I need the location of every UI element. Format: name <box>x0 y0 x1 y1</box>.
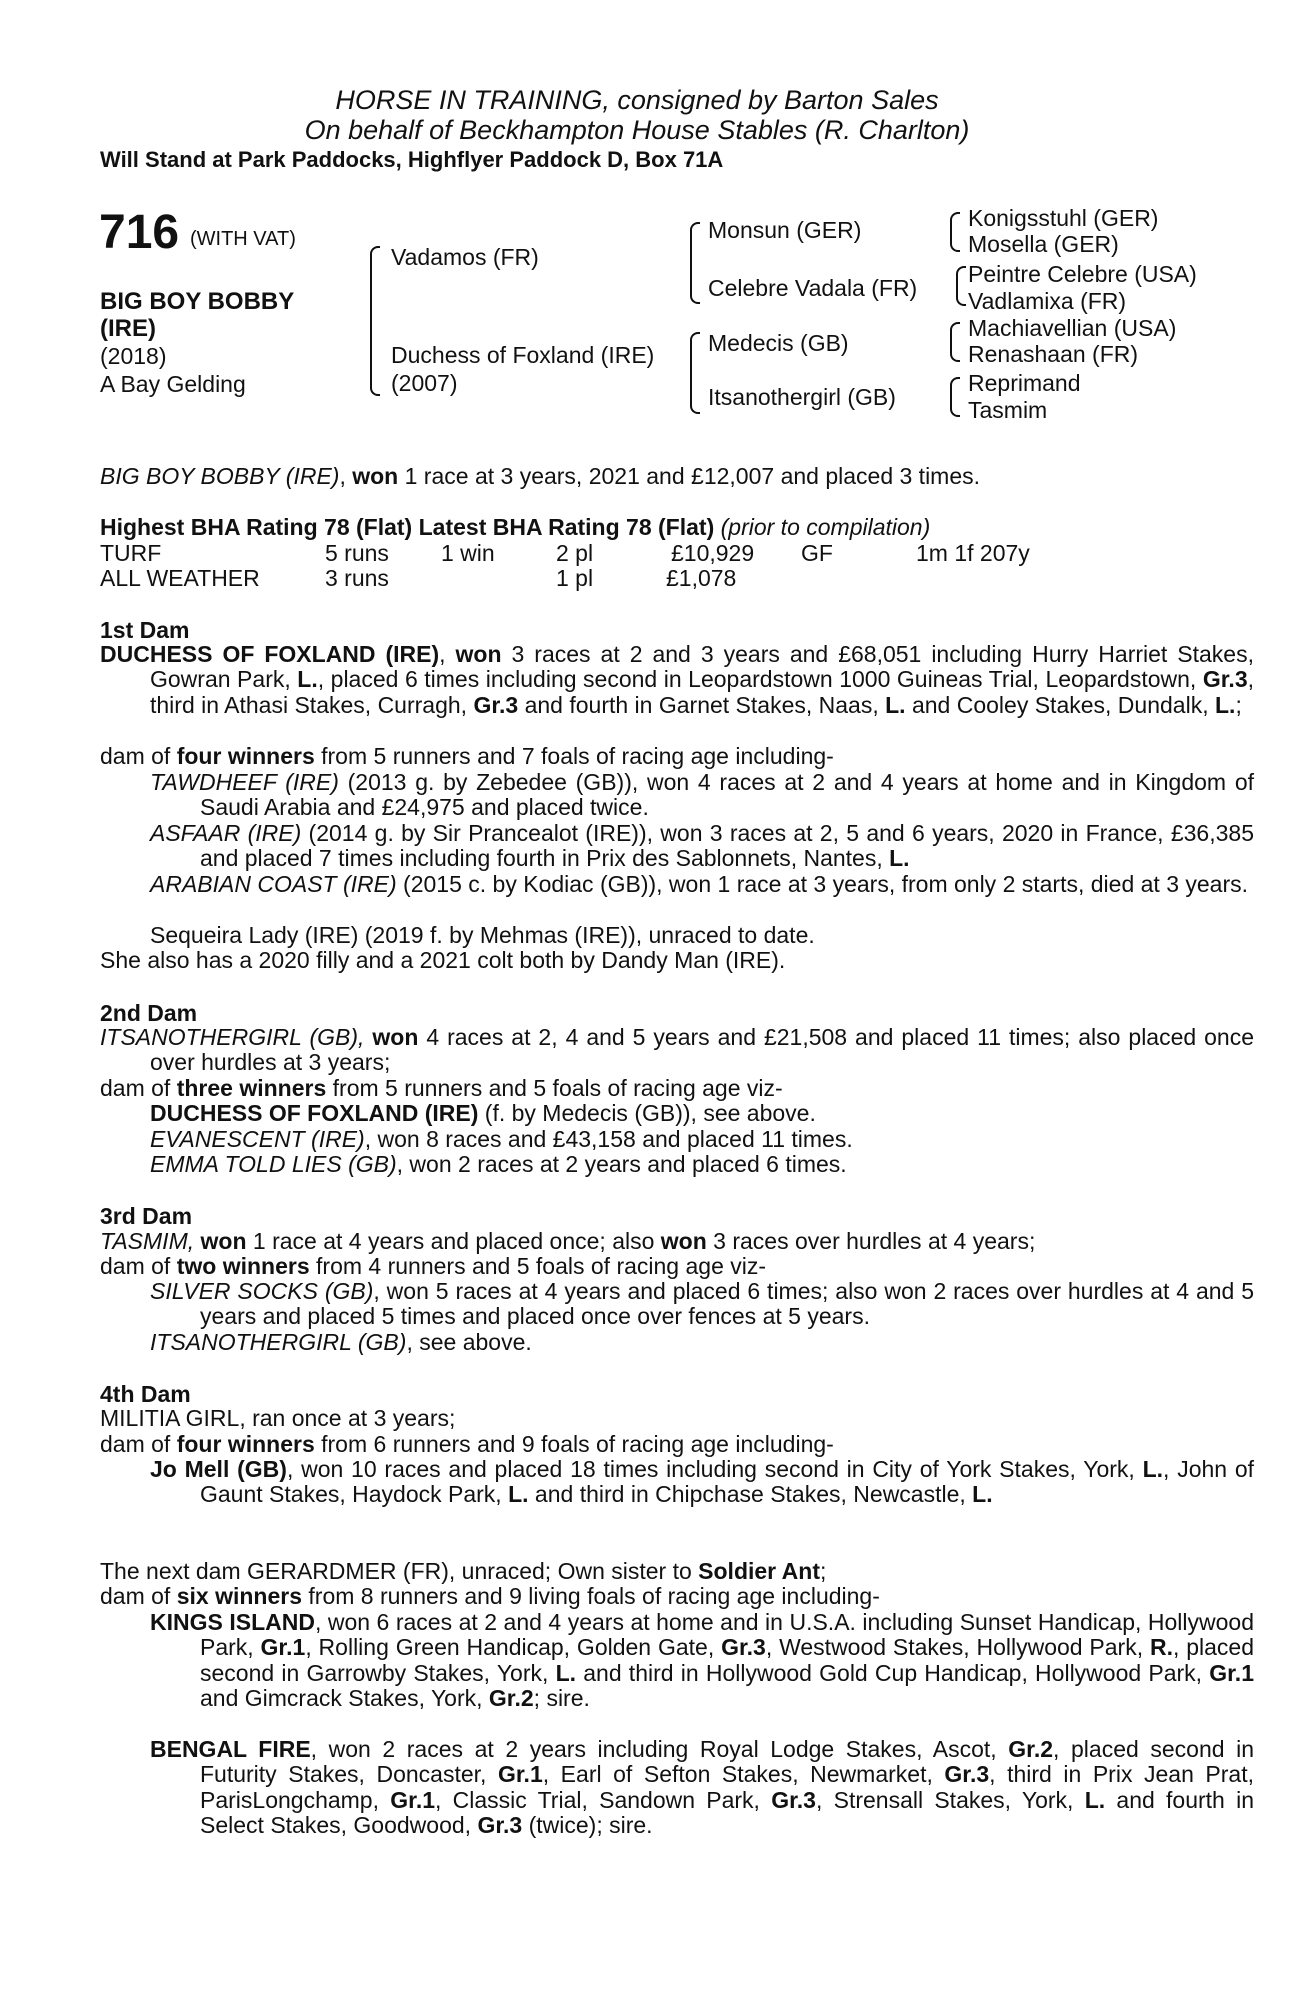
turf-wins: 1 win <box>441 540 495 566</box>
horse-country: (IRE) <box>100 315 156 342</box>
pedigree-dds: Reprimand <box>968 370 1081 396</box>
offspring-text: , third in Prix Jean Prat, ParisLongchamp, <box>200 1761 1254 1813</box>
damof-text: dam of <box>100 743 177 769</box>
offspring-listed: L. <box>555 1659 577 1686</box>
offspring-text: and third in Hollywood Gold Cup Handicap, Hollywood Park, <box>576 1659 1210 1686</box>
offspring-name: SILVER SOCKS (GB) <box>150 1278 374 1304</box>
offspring-text: , see above. <box>406 1329 532 1355</box>
offspring-text: (2015 c. by Kodiac (GB)), won 1 race at 3 years, from only 2 starts, died at 3 years. <box>396 871 1249 897</box>
pedigree-brace-sd <box>956 266 966 306</box>
rating-label: Highest BHA Rating 78 (Flat) Latest BHA Rating 78 (Flat) <box>100 514 715 540</box>
dam1-listed: L. <box>885 691 906 718</box>
dam3-produce-summary <box>100 1254 1204 1279</box>
pedigree-sss: Konigsstuhl (GER) <box>968 205 1159 231</box>
dam1-winners: four winners <box>176 743 315 769</box>
offspring-name: KINGS ISLAND <box>150 1609 315 1635</box>
pedigree-brace-ds <box>950 322 960 362</box>
offspring-group: Gr.3 <box>944 1761 990 1788</box>
pedigree-brace-ss <box>950 212 960 252</box>
dam2-offspring-3 <box>150 1152 1204 1177</box>
dam4-heading: 4th Dam <box>100 1381 191 1407</box>
horse-year: (2018) <box>100 343 167 369</box>
damof-text: dam of <box>100 1253 177 1279</box>
header-location: Will Stand at Park Paddocks, Highflyer Paddock D, Box 71A <box>100 147 724 172</box>
dam3-record <box>100 1229 1204 1254</box>
nextdam-winners: six winners <box>176 1583 302 1609</box>
offspring-listed: L. <box>1084 1786 1106 1813</box>
dam1-text: and fourth in Garnet Stakes, Naas, <box>518 691 886 718</box>
dam2-offspring-2 <box>150 1127 1204 1152</box>
offspring-listed: L. <box>972 1481 993 1508</box>
offspring-listed: L. <box>508 1481 529 1508</box>
dam1-listed: L. <box>1214 691 1236 718</box>
dam1-name: DUCHESS OF FOXLAND (IRE) <box>100 641 440 667</box>
dam3-won: won <box>660 1228 707 1254</box>
offspring-text: , John of Gaunt Stakes, Haydock Park, <box>200 1456 1255 1508</box>
offspring-text: , Earl of Sefton Stakes, Newmarket, <box>542 1761 945 1788</box>
dam4-offspring-1 <box>150 1457 1254 1508</box>
dam2-name: ITSANOTHERGIRL (GB), <box>100 1024 365 1050</box>
offspring-group: Gr.3 <box>771 1786 816 1813</box>
dam4-produce-summary <box>100 1432 1204 1457</box>
summary-horse-name: BIG BOY BOBBY (IRE) <box>100 463 340 489</box>
dam1-offspring-2 <box>150 821 1254 872</box>
dam2-offspring-1 <box>150 1101 1204 1126</box>
dam2-record <box>100 1025 1254 1076</box>
offspring-text: ; sire. <box>533 1685 590 1712</box>
offspring-text: (2014 g. by Sir Prancealot (IRE)), won 3 races at 2, 5 and 6 years, 2020 in France, £36,385 and placed 7 times including fourth in Prix des Sablonnets, Nantes, <box>200 820 1254 872</box>
pedigree-dam-year: (2007) <box>391 370 458 396</box>
offspring-text: , won 10 races and placed 18 times including second in City of York Stakes, York, <box>286 1456 1143 1482</box>
nextdam-produce-summary <box>100 1584 1204 1609</box>
offspring-group: Gr.2 <box>488 1685 534 1712</box>
offspring-text: , won 2 races at 2 years including Royal Lodge Stakes, Ascot, <box>310 1736 1009 1762</box>
dam1-text: 3 races at 2 and 3 years and £68,051 including Hurry Harriet Stakes, Gowran Park, <box>150 641 1254 693</box>
rating-line <box>100 515 930 540</box>
dam3-text: 1 race at 4 years and placed once; also <box>246 1228 661 1254</box>
pedigree-brace-dam <box>690 332 700 414</box>
dam1-group: Gr.3 <box>1202 666 1248 693</box>
offspring-name: Jo Mell (GB) <box>150 1456 287 1482</box>
rating-note: (prior to compilation) <box>720 514 931 540</box>
offspring-text: (twice); sire. <box>522 1812 653 1839</box>
offspring-text: , won 2 races at 2 years and placed 6 times. <box>396 1151 847 1177</box>
offspring-listed: L. <box>1142 1456 1164 1482</box>
turf-surface: TURF <box>100 540 162 566</box>
nextdam-offspring-kings-island <box>150 1610 1254 1712</box>
dam4-record: MILITIA GIRL, ran once at 3 years; <box>100 1405 456 1431</box>
race-summary: BIG BOY BOBBY (IRE), won 1 race at 3 years, 2021 and £12,007 and placed 3 times. <box>100 463 981 489</box>
dam1-won: won <box>455 641 502 667</box>
dam1-heading: 1st Dam <box>100 617 190 643</box>
offspring-text: , placed second in Garrowby Stakes, York, <box>200 1634 1254 1686</box>
damof-text: from 4 runners and 5 foals of racing age viz- <box>309 1253 767 1279</box>
offspring-text: , won 6 races at 2 and 4 years at home and in U.S.A. including Sunset Handicap, Hollywood Park, <box>200 1609 1254 1661</box>
dam2-produce-summary <box>100 1076 1204 1101</box>
pedigree-brace-sire <box>690 222 700 304</box>
offspring-name: BENGAL FIRE <box>150 1736 311 1762</box>
offspring-group: Gr.3 <box>477 1812 523 1839</box>
offspring-text: , won 8 races and £43,158 and placed 11 times. <box>364 1126 853 1152</box>
offspring-text: (2013 g. by Zebedee (GB)), won 4 races at 2 and 4 years at home and in Kingdom of Saudi Arabia and £24,975 and placed twice. <box>200 769 1254 821</box>
dam3-offspring-2 <box>150 1330 1204 1355</box>
dam1-text: , third in Athasi Stakes, Curragh, <box>150 666 1255 718</box>
pedigree-sds: Peintre Celebre (USA) <box>968 261 1197 287</box>
offspring-name: EVANESCENT (IRE) <box>150 1126 365 1152</box>
damof-text: from 6 runners and 9 foals of racing age including- <box>314 1431 834 1457</box>
offspring-group: Gr.1 <box>497 1761 543 1788</box>
lot-number: 716 <box>99 206 180 259</box>
dam2-text: 4 races at 2, 4 and 5 years and £21,508 and placed 11 times; also placed once over hurdles at 3 years; <box>150 1024 1255 1076</box>
offspring-restricted: R. <box>1149 1634 1173 1661</box>
dam1-text: and Cooley Stakes, Dundalk, <box>905 691 1215 718</box>
horse-description: A Bay Gelding <box>100 371 246 397</box>
pedigree-sire: Vadamos (FR) <box>391 244 539 270</box>
pedigree-dss: Machiavellian (USA) <box>968 315 1177 341</box>
dam4-winners: four winners <box>176 1431 315 1457</box>
damof-text: from 5 runners and 5 foals of racing age viz- <box>326 1075 783 1101</box>
aw-prize: £1,078 <box>666 565 737 591</box>
turf-runs: 5 runs <box>325 540 389 566</box>
pedigree-dsd: Renashaan (FR) <box>968 341 1139 367</box>
turf-distance: 1m 1f 207y <box>916 540 1030 566</box>
nextdam-text: ; <box>820 1558 827 1584</box>
offspring-group: Gr.1 <box>390 1786 436 1813</box>
offspring-text: , won 5 races at 4 years and placed 6 times; also won 2 races over hurdles at 4 and 5 years and placed 5 times and placed once over fences at 5 years. <box>200 1278 1255 1330</box>
damof-text: dam of <box>100 1431 177 1457</box>
offspring-text: , placed second in Futurity Stakes, Doncaster, <box>200 1736 1254 1788</box>
turf-placed: 2 pl <box>556 540 594 566</box>
dam1-text: , placed 6 times including second in Leopardstown 1000 Guineas Trial, Leopardstown, <box>317 666 1203 693</box>
nextdam-record <box>100 1559 1204 1584</box>
dam2-heading: 2nd Dam <box>100 1000 198 1026</box>
dam3-offspring-1 <box>150 1279 1254 1330</box>
header-behalf: On behalf of Beckhampton House Stables (R. Charlton) <box>304 115 970 145</box>
offspring-listed: L. <box>889 845 910 872</box>
offspring-name: DUCHESS OF FOXLAND (IRE) <box>150 1100 479 1126</box>
damof-text: from 8 runners and 9 living foals of racing age including- <box>302 1583 880 1609</box>
offspring-text: (f. by Medecis (GB)), see above. <box>478 1100 816 1126</box>
nextdam-offspring-bengal-fire <box>150 1737 1254 1839</box>
aw-placed: 1 pl <box>556 565 594 591</box>
turf-going: GF <box>801 540 833 566</box>
aw-runs: 3 runs <box>325 565 389 591</box>
offspring-text: and third in Chipchase Stakes, Newcastle, <box>528 1481 973 1508</box>
nextdam-sibling: Soldier Ant <box>698 1558 820 1584</box>
offspring-group: Gr.3 <box>721 1634 766 1661</box>
offspring-text: , Strensall Stakes, York, <box>815 1786 1085 1813</box>
offspring-name: ASFAAR (IRE) <box>150 820 302 846</box>
pedigree-sire-sire: Monsun (GER) <box>708 217 862 243</box>
damof-text: from 5 runners and 7 foals of racing age including- <box>314 743 834 769</box>
dam1-offspring-4: Sequeira Lady (IRE) (2019 f. by Mehmas (IRE)), unraced to date. <box>150 922 815 948</box>
nextdam-text: The next dam GERARDMER (FR), unraced; Own sister to <box>100 1558 699 1584</box>
offspring-text: , Westwood Stakes, Hollywood Park, <box>765 1634 1150 1661</box>
offspring-group: Gr.1 <box>1209 1659 1254 1686</box>
dam1-produce-summary <box>100 744 1204 769</box>
dam1-group: Gr.3 <box>473 691 519 718</box>
dam1-also: She also has a 2020 filly and a 2021 colt both by Dandy Man (IRE). <box>100 947 786 973</box>
dam3-won: won <box>200 1228 247 1254</box>
offspring-name: ARABIAN COAST (IRE) <box>150 871 397 897</box>
offspring-text: and fourth in Select Stakes, Goodwood, <box>200 1786 1254 1839</box>
pedigree-ssd: Mosella (GER) <box>968 231 1119 257</box>
offspring-text: and Gimcrack Stakes, York, <box>200 1685 489 1712</box>
offspring-group: Gr.1 <box>260 1634 306 1661</box>
pedigree-sdd: Vadlamixa (FR) <box>968 288 1127 314</box>
pedigree-brace-main <box>370 246 380 396</box>
summary-won: won <box>352 463 399 489</box>
dam2-won: won <box>372 1024 419 1050</box>
aw-surface: ALL WEATHER <box>100 565 260 591</box>
damof-text: dam of <box>100 1075 177 1101</box>
dam2-winners: three winners <box>176 1075 327 1101</box>
offspring-text: , Rolling Green Handicap, Golden Gate, <box>305 1634 722 1661</box>
vat-label: (WITH VAT) <box>190 228 296 250</box>
header-consignor: HORSE IN TRAINING, consigned by Barton Sales <box>335 85 939 115</box>
pedigree-dam: Duchess of Foxland (IRE) <box>391 342 655 368</box>
offspring-text: , Classic Trial, Sandown Park, <box>435 1786 772 1813</box>
dam1-listed: L. <box>297 666 318 693</box>
dam1-text: ; <box>1235 691 1242 718</box>
pedigree-sire-dam: Celebre Vadala (FR) <box>708 275 918 301</box>
dam3-name: TASMIM, <box>100 1228 195 1254</box>
dam1-offspring-3 <box>150 872 1254 897</box>
pedigree-ddd: Tasmim <box>968 397 1048 423</box>
damof-text: dam of <box>100 1583 177 1609</box>
dam3-text: 3 races over hurdles at 4 years; <box>706 1228 1036 1254</box>
dam3-winners: two winners <box>176 1253 310 1279</box>
turf-prize: £10,929 <box>671 540 755 566</box>
summary-rest: 1 race at 3 years, 2021 and £12,007 and placed 3 times. <box>398 463 981 489</box>
pedigree-dam-sire: Medecis (GB) <box>708 330 849 356</box>
offspring-group: Gr.2 <box>1008 1736 1054 1762</box>
dam1-offspring-1 <box>150 770 1254 821</box>
offspring-name: EMMA TOLD LIES (GB) <box>150 1151 397 1177</box>
dam1-record: DUCHESS OF FOXLAND (IRE), won 3 races at 2 and 3 years and £68,051 including Hurry Harriet Stakes, Gowran Park, L., placed 6 times including second in Leopardstown 1000 Guineas Trial, Leopardstown, Gr.3, third in Athasi Stakes, Curragh, Gr.3 and fourth in Garnet Stakes, Naas, L. and Cooley Stakes, Dundalk, L.; <box>100 641 1255 718</box>
offspring-name: ITSANOTHERGIRL (GB) <box>150 1329 407 1355</box>
horse-name: BIG BOY BOBBY <box>100 288 295 315</box>
offspring-name: TAWDHEEF (IRE) <box>150 769 339 795</box>
pedigree-brace-dd <box>950 377 960 417</box>
pedigree-dam-dam: Itsanothergirl (GB) <box>708 384 896 410</box>
dam3-heading: 3rd Dam <box>100 1203 193 1229</box>
